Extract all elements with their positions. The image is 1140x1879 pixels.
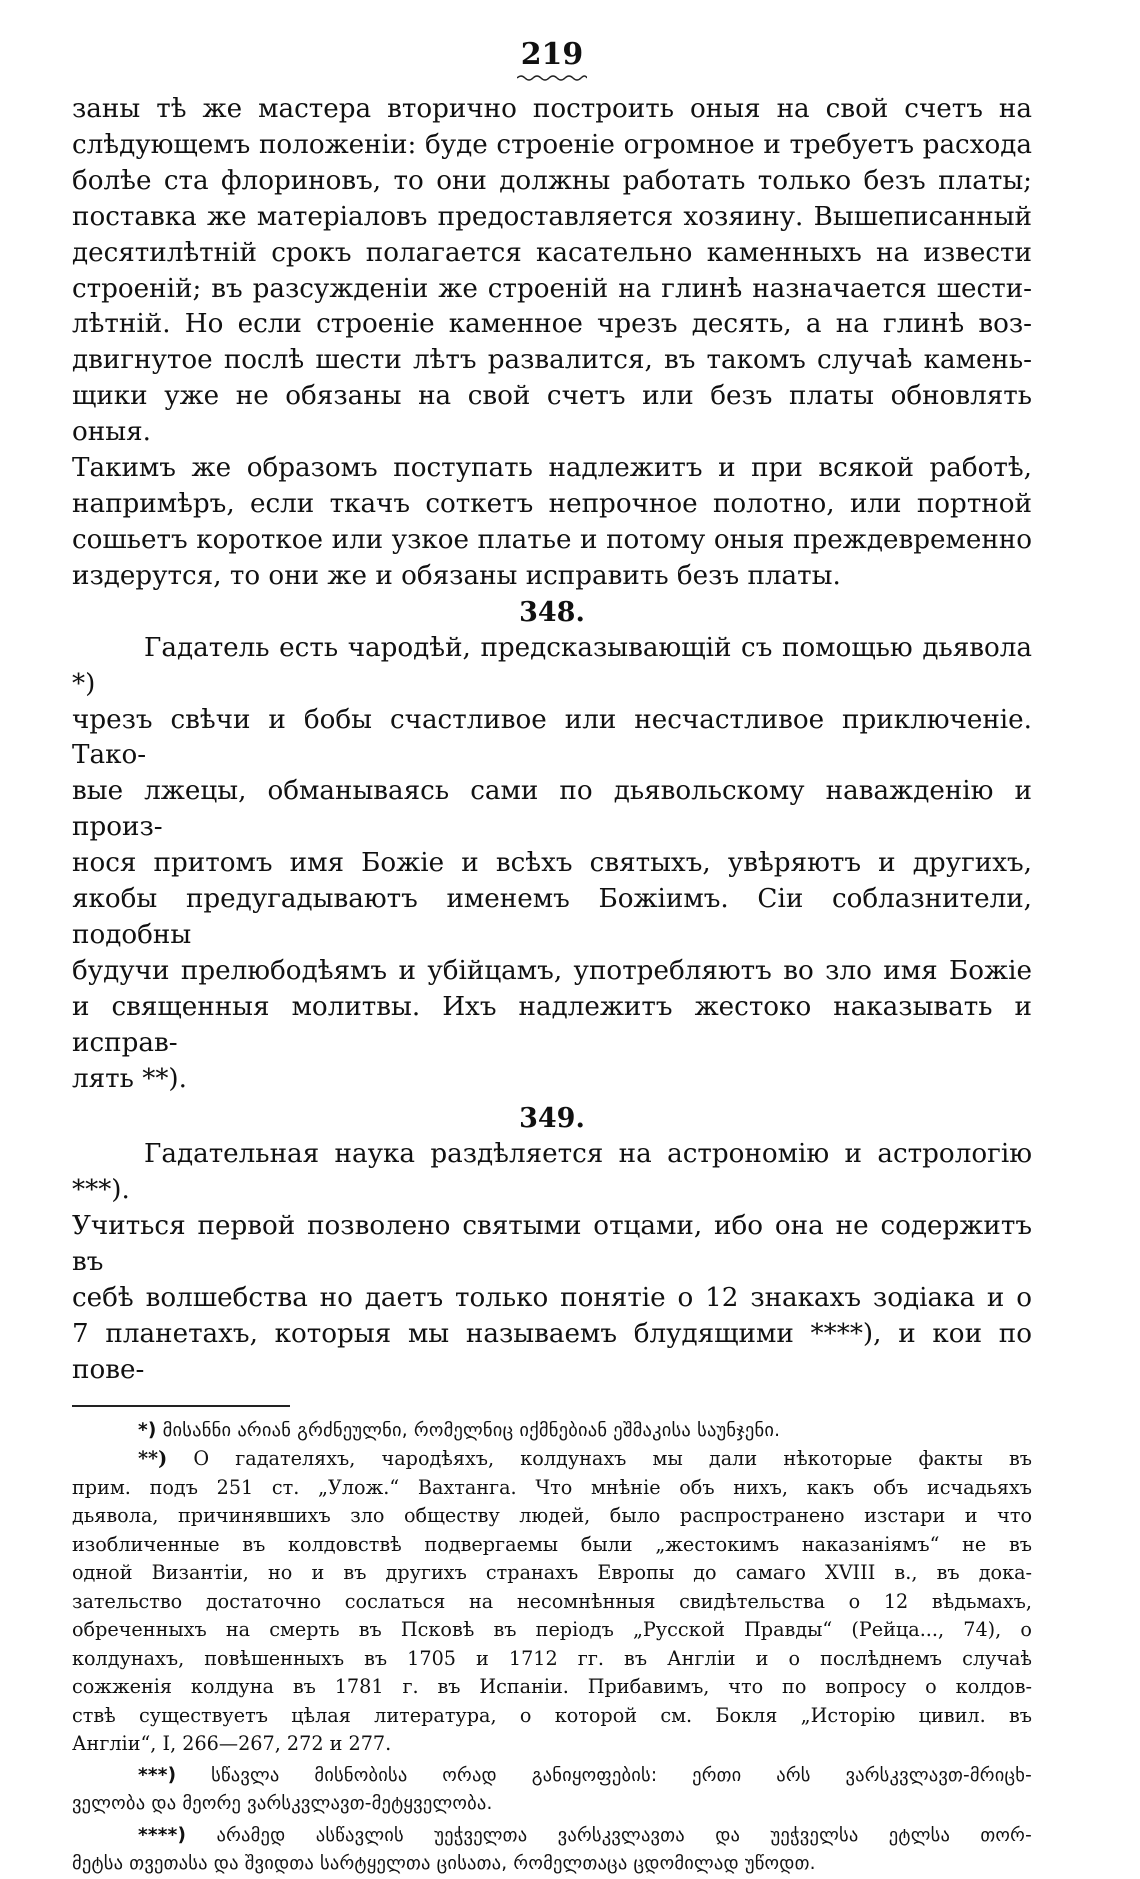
footnote-line: дьявола, причинявшихъ зло обществу людей, было распространено изстари и что (72, 1504, 1032, 1528)
text-line: болѣе ста флориновъ, то они должны работать только безъ платы; (72, 165, 1032, 196)
text-line: лять **). (72, 1063, 187, 1094)
footnotes (72, 1417, 1032, 1879)
footnote-line: зательство достаточно сослаться на несомнѣнныя свидѣтельства о 12 вѣдьмахъ, (72, 1589, 1032, 1613)
footnote-line (72, 1417, 1032, 1446)
text-line: сошьетъ короткое или узкое платье и потому оныя преждевременно (72, 524, 1032, 555)
footnote-line: ველობა და მეორე ვარსკვლავთ-მეტყველობა. (72, 1793, 493, 1815)
text-line: якобы предугадываютъ именемъ Божіимъ. Сіи соблазнители, подобны (72, 884, 1032, 950)
footnote-line: ствѣ существуетъ цѣлая литература, о которой см. Бокля „Исторію цивил. въ (72, 1703, 1032, 1727)
footnote-mark: ***) (138, 1764, 177, 1786)
section-number-348: 348. (519, 596, 585, 628)
text-line: себѣ волшебства но даетъ только понятіе о 12 знакахъ зодіака и о (72, 1283, 1032, 1314)
footnote-line: изобличенные въ колдовствѣ подвергаемы были „жестокимъ наказаніямъ“ не въ (72, 1532, 1032, 1556)
section-number-349: 349. (519, 1103, 585, 1135)
footnote-2 (72, 1445, 1032, 1759)
footnote-line (72, 1762, 1032, 1791)
text-line: нося притомъ имя Божіе и всѣхъ святыхъ, увѣряютъ и другихъ, (72, 848, 1032, 879)
text-line: Такимъ же образомъ поступать надлежитъ и при всякой работѣ, (72, 453, 1032, 484)
text-line: Гадательная наука раздѣляется на астрономію и астрологію ***). (72, 1139, 1032, 1206)
text-line: десятилѣтній срокъ полагается касательно каменныхъ на извести (72, 237, 1032, 268)
text-line: Гадатель есть чародѣй, предсказывающій съ помощью дьявола *) (72, 632, 1032, 699)
intro-paragraph (72, 92, 1032, 595)
footnote-4 (72, 1822, 1032, 1879)
page-number-ornament (517, 74, 587, 82)
footnote-line: сожженія колдуна въ 1781 г. въ Испаніи. Прибавимъ, что по вопросу о колдов- (72, 1675, 1032, 1699)
text-line: щики уже не обязаны на свой счетъ или безъ платы обновлять оныя. (72, 381, 1032, 448)
text-line: будучи прелюбодѣямъ и убійцамъ, употребляютъ во зло имя Божіе (72, 955, 1032, 986)
text-line: поставка же матеріаловъ предоставляется хозяину. Вышеписанный (72, 201, 1032, 232)
text-line: издерутся, то они же и обязаны исправить безъ платы. (72, 560, 841, 591)
text-line: Учиться первой позволено святыми отцами, ибо она не содержитъ въ (72, 1211, 1032, 1278)
footnote-3 (72, 1762, 1032, 1819)
footnote-text: მისანნი არიან გრძნეულნი, რომელნიც იქმნებიან ეშმაკისა საუნჯენი. (162, 1419, 781, 1441)
footnote-mark: ****) (138, 1824, 187, 1846)
text-line: чрезъ свѣчи и бобы счастливое или несчастливое приключеніе. Тако- (72, 704, 1032, 771)
footnote-line (72, 1445, 1032, 1474)
footnote-text: სწავლა მისნობისა ორად განიყოფების: ერთი არს ვარსკვლავთ-მრიცხ- (211, 1764, 1032, 1786)
text-line: строеній; въ разсужденіи же строеній на глинѣ назначается шести- (72, 273, 1032, 304)
text-line: заны тѣ же мастера вторично построить оныя на свой счетъ на (72, 94, 1032, 124)
footnote-1 (72, 1417, 1032, 1446)
footnote-line: Англіи“, I, 266—267, 272 и 277. (72, 1732, 392, 1756)
document-page (72, 38, 1032, 1879)
footnote-line: прим. подъ 251 ст. „Улож.“ Вахтанга. Что мнѣніе объ нихъ, какъ объ исчадьяхъ (72, 1475, 1032, 1499)
footnote-line: მეტსა თვეთასა და შვიდთა სარტყელთა ცისათა, რომელთაცა ცდომილად უწოდთ. (72, 1853, 816, 1875)
footnote-line (72, 1822, 1032, 1851)
footnote-mark: **) (138, 1447, 168, 1471)
footnote-line: обреченныхъ на смерть въ Псковѣ въ періодъ „Русской Правды“ (Рейца..., 74), о (72, 1618, 1032, 1642)
footnote-divider (72, 1405, 290, 1407)
text-line: вые лжецы, обманываясь сами по дьявольскому наважденію и произ- (72, 776, 1032, 843)
text-line: слѣдующемъ положеніи: буде строеніе огромное и требуетъ расхода (72, 129, 1032, 160)
text-line: напримѣръ, если ткачъ соткетъ непрочное полотно, или портной (72, 488, 1032, 519)
text-line: и священныя молитвы. Ихъ надлежитъ жестоко наказывать и исправ- (72, 991, 1032, 1058)
text-line: двигнутое послѣ шести лѣтъ развалится, въ такомъ случаѣ камень- (72, 345, 1032, 376)
footnote-line: одной Византіи, но и въ другихъ странахъ Европы до самаго XVIII в., въ дока- (72, 1561, 1032, 1585)
section-349-paragraph (72, 1137, 1032, 1388)
text-line: 7 планетахъ, которыя мы называемъ блудящими ****), и кои по пове- (72, 1319, 1032, 1385)
footnote-text: არამედ ასწავლის უეჭველთა ვარსკვლავთა და უეჭველსა ეტლსა თორ- (216, 1824, 1032, 1846)
footnote-mark: *) (138, 1419, 157, 1441)
page-number: 219 (520, 37, 584, 72)
footnote-text: О гадателяхъ, чародѣяхъ, колдунахъ мы дали нѣкоторые факты въ (193, 1447, 1032, 1471)
text-line: лѣтній. Но если строеніе каменное чрезъ десять, а на глинѣ воз- (72, 309, 1032, 340)
footnote-line: колдунахъ, повѣшенныхъ въ 1705 и 1712 гг. въ Англіи и о послѣднемъ случаѣ (72, 1646, 1032, 1670)
section-348-paragraph (72, 631, 1032, 1098)
